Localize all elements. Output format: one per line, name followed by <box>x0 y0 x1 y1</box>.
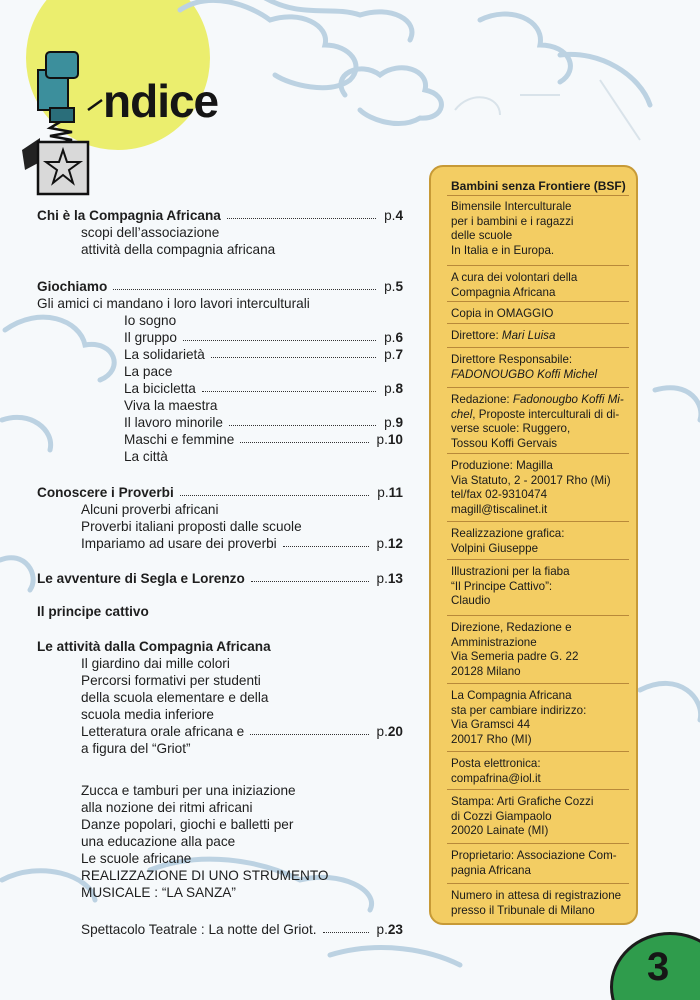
toc-entry <box>124 431 403 448</box>
toc-title: Percorsi formativi per studenti <box>81 673 261 688</box>
masthead-block <box>451 271 635 300</box>
toc-title: Le attività dalla Compagnia Africana <box>37 639 271 654</box>
toc-entry <box>81 672 403 689</box>
page-number: 3 <box>647 945 670 989</box>
toc-title: La città <box>124 449 168 464</box>
toc-page-number: p.7 <box>384 347 403 362</box>
toc-entry <box>81 723 403 740</box>
masthead-line: Illustrazioni per la fiaba <box>451 565 570 578</box>
masthead-line: di Cozzi Giampaolo <box>451 809 552 823</box>
masthead-line: magill@tiscalinet.it <box>451 502 548 516</box>
toc-title: Il lavoro minorile <box>124 415 223 430</box>
toc-title: REALIZZAZIONE DI UNO STRUMENTO <box>81 868 329 883</box>
toc-entry <box>81 782 403 799</box>
masthead-block <box>451 849 635 878</box>
toc-title: La pace <box>124 364 173 379</box>
masthead-line: 20017 Rho (MI) <box>451 732 532 746</box>
toc-title: Zucca e tamburi per una iniziazione <box>81 783 296 798</box>
toc-dot-leader <box>240 442 368 443</box>
toc-entry <box>81 655 403 672</box>
toc-entry <box>124 312 403 329</box>
masthead-line: Via Semeria padre G. 22 <box>451 650 579 664</box>
toc-title: Le avventure di Segla e Lorenzo <box>37 571 245 586</box>
masthead-line: Copia in OMAGGIO <box>451 307 554 320</box>
masthead-line: Produzione: Magilla <box>451 459 553 472</box>
toc-title: Letteratura orale africana e <box>81 724 245 739</box>
masthead-divider <box>447 751 629 752</box>
toc-entry <box>124 346 403 363</box>
masthead-divider <box>447 521 629 522</box>
masthead-line: Direttore Responsabile: <box>451 353 573 366</box>
toc-title: Conoscere i Proverbi <box>37 485 174 500</box>
toc-entry <box>81 501 403 518</box>
toc-dot-leader <box>250 734 368 735</box>
toc-title: della scuola elementare e della <box>81 690 269 705</box>
toc-page-number: p.10 <box>376 432 403 447</box>
toc-page-number: p.23 <box>376 922 403 937</box>
toc-dot-leader <box>113 289 376 290</box>
toc-dot-leader <box>183 340 376 341</box>
toc-title: Il giardino dai mille colori <box>81 656 230 671</box>
masthead-line: tel/fax 02-9310474 <box>451 488 548 502</box>
toc-title: Maschi e femmine <box>124 432 235 447</box>
masthead-line: Numero in attesa di registrazione <box>451 889 622 902</box>
masthead-block <box>451 565 635 609</box>
toc-page-number: p.11 <box>377 485 403 500</box>
masthead-block <box>451 353 635 382</box>
toc-entry <box>81 799 403 816</box>
masthead-divider <box>447 195 629 196</box>
masthead-divider <box>447 301 629 302</box>
faint-back-print <box>455 80 640 140</box>
toc-section <box>37 570 403 587</box>
masthead-line: 20128 Milano <box>451 664 521 678</box>
masthead-line: Volpini Giuseppe <box>451 541 539 555</box>
toc-title: Giochiamo <box>37 279 108 294</box>
masthead-block <box>451 200 635 258</box>
toc-title: una educazione alla pace <box>81 834 236 849</box>
toc-section <box>37 603 403 620</box>
masthead-line: verse scuole: Ruggero, <box>451 422 571 436</box>
masthead-divider <box>447 387 629 388</box>
masthead-block <box>451 527 635 556</box>
toc-title: La solidarietà <box>124 347 205 362</box>
toc-title: scopi dell’associazione <box>81 225 220 240</box>
toc-title: Chi è la Compagnia Africana <box>37 208 221 223</box>
toc-page-number: p.20 <box>376 724 403 739</box>
toc-section <box>37 207 403 224</box>
toc-dot-leader <box>283 546 369 547</box>
masthead-divider <box>447 883 629 884</box>
masthead-block <box>451 621 635 679</box>
toc-title: Proverbi italiani proposti dalle scuole <box>81 519 302 534</box>
masthead-line: per i bambini e i ragazzi <box>451 214 574 228</box>
toc-dot-leader <box>251 581 369 582</box>
toc-entry <box>81 921 403 938</box>
masthead-line: Compagnia Africana <box>451 285 556 299</box>
masthead-divider <box>447 323 629 324</box>
masthead-block <box>451 307 635 322</box>
masthead-block <box>451 689 635 747</box>
toc-title: attività della compagnia africana <box>81 242 276 257</box>
masthead-line: In Italia e in Europa. <box>451 243 555 257</box>
masthead-line: Via Gramsci 44 <box>451 718 531 732</box>
masthead-block <box>451 757 635 786</box>
masthead-line: Posta elettronica: <box>451 757 541 770</box>
toc-page-number: p.13 <box>376 571 403 586</box>
toc-entry <box>81 689 403 706</box>
toc-entry <box>81 241 403 258</box>
masthead-line: Bimensile Interculturale <box>451 200 572 213</box>
masthead-line: chel, Proposte interculturali di di- <box>451 407 620 421</box>
masthead-line: FADONOUGBO Koffi Michel <box>451 367 598 381</box>
toc-entry <box>124 414 403 431</box>
masthead-line: Proprietario: Associazione Com- <box>451 849 617 862</box>
masthead-block <box>451 795 635 839</box>
toc-section <box>37 638 403 655</box>
toc-title: a figura del “Griot” <box>81 741 191 756</box>
toc-page-number: p.9 <box>384 415 403 430</box>
masthead-divider <box>447 265 629 266</box>
toc-page-number: p.4 <box>384 208 403 223</box>
toc-entry <box>81 884 403 901</box>
masthead-divider <box>447 347 629 348</box>
masthead-line: presso il Tribunale di Milano <box>451 903 595 917</box>
masthead-line: 20020 Lainate (MI) <box>451 824 549 838</box>
toc-section <box>37 484 403 501</box>
toc-title: Impariamo ad usare dei proverbi <box>81 536 277 551</box>
toc-entry <box>124 329 403 346</box>
masthead-line: Via Statuto, 2 - 20017 Rho (Mi) <box>451 473 611 487</box>
masthead-line: Amministrazione <box>451 635 537 649</box>
toc-dot-leader <box>227 218 376 219</box>
masthead-block <box>451 889 635 918</box>
masthead-box <box>429 165 638 925</box>
toc-section <box>37 278 403 295</box>
index-heading: ndice <box>103 75 219 127</box>
toc-page-number: p.5 <box>384 279 403 294</box>
toc-title: scuola media inferiore <box>81 707 214 722</box>
toc-page-number: p.6 <box>384 330 403 345</box>
masthead-divider <box>447 453 629 454</box>
toc-title: MUSICALE : “LA SANZA” <box>81 885 236 900</box>
toc-entry <box>81 867 403 884</box>
toc-entry <box>81 850 403 867</box>
toc-dot-leader <box>229 425 376 426</box>
toc-entry <box>81 518 403 535</box>
toc-title: Le scuole africane <box>81 851 192 866</box>
toc-entry <box>124 397 403 414</box>
toc-entry <box>81 706 403 723</box>
toc-title: Viva la maestra <box>124 398 218 413</box>
masthead-block <box>451 459 635 517</box>
toc-title: Io sogno <box>124 313 177 328</box>
masthead-block <box>451 393 635 451</box>
masthead-line: Claudio <box>451 594 491 608</box>
masthead-line: pagnia Africana <box>451 863 531 877</box>
masthead-title: Bambini senza Frontiere (BSF) <box>451 179 626 193</box>
toc-entry <box>81 224 403 241</box>
toc-page-number: p.8 <box>384 381 403 396</box>
masthead-divider <box>447 843 629 844</box>
masthead-divider <box>447 615 629 616</box>
masthead-line: Stampa: Arti Grafiche Cozzi <box>451 795 594 808</box>
toc-title: Il gruppo <box>124 330 177 345</box>
toc-entry <box>81 833 403 850</box>
toc-title: Il principe cattivo <box>37 604 149 619</box>
toc-title: Danze popolari, giochi e balletti per <box>81 817 294 832</box>
masthead-line: compafrina@iol.it <box>451 771 541 785</box>
toc-title: Gli amici ci mandano i loro lavori interculturali <box>37 296 310 311</box>
toc-page-number: p.12 <box>376 536 403 551</box>
masthead-divider <box>447 683 629 684</box>
masthead-line: Direttore: Mari Luisa <box>451 329 556 342</box>
toc-entry <box>81 816 403 833</box>
masthead-line: delle scuole <box>451 229 513 243</box>
toc-entry <box>124 448 403 465</box>
toc-entry <box>124 363 403 380</box>
toc-dot-leader <box>202 391 376 392</box>
masthead-line: sta per cambiare indirizzo: <box>451 703 587 717</box>
toc-dot-leader <box>323 932 369 933</box>
masthead-line: “Il Principe Cattivo”: <box>451 579 553 593</box>
masthead-line: Realizzazione grafica: <box>451 527 565 540</box>
masthead-divider <box>447 789 629 790</box>
toc-dot-leader <box>211 357 376 358</box>
toc-entry <box>124 380 403 397</box>
toc-entry <box>37 295 403 312</box>
masthead-line: La Compagnia Africana <box>451 689 572 702</box>
masthead-line: Tossou Koffi Gervais <box>451 436 558 450</box>
masthead-line: Direzione, Redazione e <box>451 621 572 634</box>
toc-dot-leader <box>180 495 370 496</box>
masthead-line: Redazione: Fadonougbo Koffi Mi- <box>451 393 624 406</box>
masthead-divider <box>447 559 629 560</box>
toc-entry <box>81 740 403 757</box>
toc-title: Spettacolo Teatrale : La notte del Griot. <box>81 922 317 937</box>
toc-entry <box>81 535 403 552</box>
toc-title: La bicicletta <box>124 381 196 396</box>
masthead-block <box>451 329 635 344</box>
toc-title: Alcuni proverbi africani <box>81 502 219 517</box>
masthead-line: A cura dei volontari della <box>451 271 578 284</box>
toc-title: alla nozione dei ritmi africani <box>81 800 253 815</box>
